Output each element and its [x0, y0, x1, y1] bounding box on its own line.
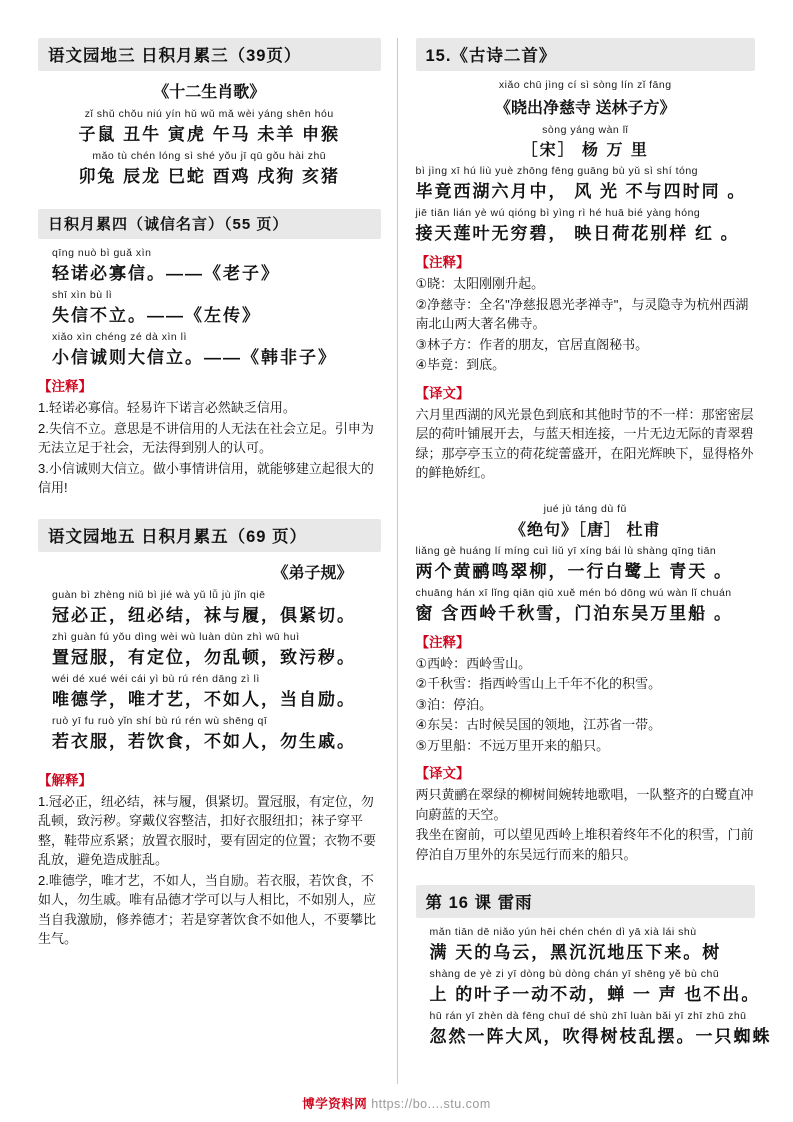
- pinyin-line: qīng nuò bì guǎ xìn: [52, 247, 152, 259]
- watermark-site-name: 博学资料网: [302, 1097, 372, 1111]
- translation-text: 两只黄鹂在翠绿的柳树间婉转地歌唱，一队整齐的白鹭直冲向蔚蓝的天空。: [415, 787, 754, 822]
- section-heading-yuwen3: 语文园地三 日积月累三（39页）: [38, 38, 381, 71]
- lesson-heading-15: 15.《古诗二首》: [416, 38, 756, 71]
- note-item: ②千秋雪：指西岭雪山上千年不化的积雪。: [415, 676, 662, 691]
- hanzi-line: 满 天的乌云，黑沉沉地压下来。树: [429, 943, 722, 962]
- watermark: [0, 1094, 793, 1112]
- hanzi-line: 置冠服，有定位，勿乱顿，致污秽。: [52, 647, 356, 667]
- hanzi-line: 两个黄鹂鸣翠柳，一行白鹭上 青天 。: [415, 561, 733, 581]
- hanzi-line: 小信诚则大信立。——《韩非子》: [52, 348, 337, 367]
- poem-author: ［宋］ 杨 万 里: [521, 142, 649, 159]
- pinyin-line: bì jìng xī hú liù yuè zhōng fēng guāng bù yǔ sì shí tóng: [415, 165, 699, 177]
- pinyin-line: ruò yī fu ruò yǐn shí bù rú rén wù shēng qī: [52, 714, 268, 727]
- pinyin-line: mǎo tù chén lóng sì shé yǒu jī qū gǒu hài zhū: [92, 150, 327, 162]
- note-item: ②净慈寺：全名"净慈报恩光孝禅寺"，与灵隐寺为杭州西湖南北山两大著名佛寺。: [415, 296, 749, 331]
- note-item: ①晓：太阳刚刚升起。: [415, 276, 545, 291]
- pinyin-line: chuāng hán xī lǐng qiān qiū xuě mén bó dōng wú wàn lǐ chuán: [415, 586, 732, 599]
- translation-label: 【译文】: [415, 385, 470, 401]
- title-dizigui: 《弟子规》: [272, 564, 353, 582]
- note-item: 2.失信不立。意思是不讲信用的人无法在社会立足。引申为无法立足于社会，无法得到别人的认可。: [38, 420, 374, 455]
- translation-text: 我坐在窗前，可以望见西岭上堆积着终年不化的积雪，门前停泊自万里外的东吴远行而来的船只。: [415, 827, 754, 862]
- pinyin-line: liǎng gè huáng lí míng cuì liǔ yī xíng bái lù shàng qīng tiān: [415, 544, 717, 557]
- notes-label: 【注释】: [415, 634, 470, 650]
- lesson-heading-16: 第 16 课 雷雨: [416, 885, 756, 918]
- right-column: [397, 38, 772, 1084]
- hanzi-line: 毕竟西湖六月中， 风 光 不与四时同 。: [415, 182, 747, 201]
- poem-author-pinyin: sòng yáng wàn lǐ: [542, 124, 629, 136]
- pinyin-line: zǐ shǔ chǒu niú yín hǔ wǔ mǎ wèi yáng shēn hóu: [84, 108, 334, 120]
- pinyin-line: mǎn tiān dē niǎo yún hēi chén chén dì yā xià lái shù: [429, 926, 697, 938]
- pinyin-line: guàn bì zhèng niǔ bì jié wà yǔ lǚ jù jǐn qiē: [52, 588, 266, 601]
- explanation-label: 【解释】: [38, 772, 92, 788]
- title-shengxiaoge: 《十二生肖歌》: [153, 84, 266, 101]
- hanzi-line: 接天莲叶无穷碧， 映日荷花别样 红 。: [415, 224, 740, 243]
- note-item: 3.小信诚则大信立。做小事情讲信用，就能够建立起很大的信用!: [38, 460, 374, 495]
- note-item: ⑤万里船：不远万里开来的船只。: [415, 737, 610, 753]
- note-item: ③林子方：作者的朋友，官居直阁秘书。: [415, 336, 649, 352]
- notes-label: 【注释】: [38, 379, 92, 394]
- hanzi-line: 冠必正，纽必结，袜与履，俱紧切。: [52, 605, 356, 625]
- poem-title: 《绝句》［唐］ 杜甫: [510, 521, 661, 539]
- poem-title-pinyin: jué jù táng dù fǔ: [543, 502, 627, 515]
- note-item: ③泊：停泊。: [415, 696, 493, 712]
- hanzi-line: 窗 含西岭千秋雪，门泊东吴万里船 。: [415, 603, 733, 623]
- hanzi-line: 若衣服，若饮食，不如人，勿生戚。: [52, 731, 356, 751]
- hanzi-line: 轻诺必寡信。——《老子》: [52, 264, 280, 283]
- left-column: [28, 38, 397, 1084]
- poem-title-pinyin: xiǎo chū jìng cí sì sòng lín zǐ fāng: [498, 79, 672, 91]
- pinyin-line: wéi dé xué wéi cái yì bù rú rén dāng zì lì: [52, 672, 260, 685]
- section-heading-rijiyuelei4: 日积月累四（诚信名言）（55 页）: [38, 209, 381, 239]
- hanzi-line: 忽然一阵大风，吹得树枝乱摆。一只蜘蛛: [429, 1027, 772, 1046]
- pinyin-line: xiǎo xìn chéng zé dà xìn lì: [52, 331, 187, 343]
- translation-label: 【译文】: [415, 766, 470, 781]
- section-heading-yuwen5: 语文园地五 日积月累五（69 页）: [38, 519, 381, 552]
- worksheet-page: [28, 38, 772, 1084]
- poem-title: 《晓出净慈寺 送林子方》: [495, 100, 676, 117]
- hanzi-line: 失信不立。——《左传》: [52, 306, 261, 325]
- pinyin-line: shàng de yè zi yī dòng bù dòng chán yī shēng yě bù chū: [429, 968, 720, 980]
- pinyin-line: jiē tiān lián yè wú qióng bì yìng rì hé huā bié yàng hóng: [415, 207, 701, 219]
- translation-text: 六月里西湖的风光景色到底和其他时节的不一样：那密密层层的荷叶铺展开去，与蓝天相连接，一片无边无际的青翠碧绿；那亭亭玉立的荷花绽蕾盛开，在阳光辉映下，显得格外的鲜艳娇红。: [415, 406, 754, 480]
- watermark-url: https://bo....stu.com: [371, 1097, 491, 1111]
- explanation-item: 1.冠必正，纽必结，袜与履，俱紧切。置冠服，有定位，勿乱顿，致污秽。穿戴仪容整洁，扣好衣服纽扣；袜子穿平整，鞋带应系紧；放置衣服时，要有固定的位置；衣物不要乱放，避免造成脏乱。: [38, 793, 377, 867]
- pinyin-line: zhì guàn fú yǒu dìng wèi wù luàn dùn zhì wū huì: [52, 630, 300, 643]
- note-item: 1.轻诺必寡信。轻易许下诺言必然缺乏信用。: [38, 400, 296, 415]
- note-item: ④毕竟：到底。: [415, 357, 506, 372]
- hanzi-line: 上 的叶子一动不动，蝉 一 声 也不出。: [429, 985, 761, 1004]
- hanzi-line: 子鼠 丑牛 寅虎 午马 未羊 申猴: [78, 125, 341, 144]
- note-item: ④东吴：古时候吴国的领地，江苏省一带。: [415, 717, 662, 732]
- pinyin-line: hū rán yī zhèn dà fēng chuī dé shù zhī luàn bǎi yī zhī zhū zhū: [429, 1010, 747, 1022]
- hanzi-line: 唯德学，唯才艺，不如人，当自励。: [52, 689, 356, 709]
- hanzi-line: 卯兔 辰龙 巳蛇 酉鸡 戌狗 亥猪: [78, 167, 341, 186]
- notes-label: 【注释】: [415, 255, 470, 270]
- note-item: ①西岭：西岭雪山。: [415, 655, 532, 671]
- explanation-item: 2.唯德学，唯才艺，不如人，当自励。若衣服，若饮食，不如人，勿生戚。唯有品德才学可以与人相比，不如别人，应当自我激励，修养德才；若是穿著饮食不如他人，不要攀比生气。: [38, 872, 377, 946]
- pinyin-line: shī xìn bù lì: [52, 289, 113, 301]
